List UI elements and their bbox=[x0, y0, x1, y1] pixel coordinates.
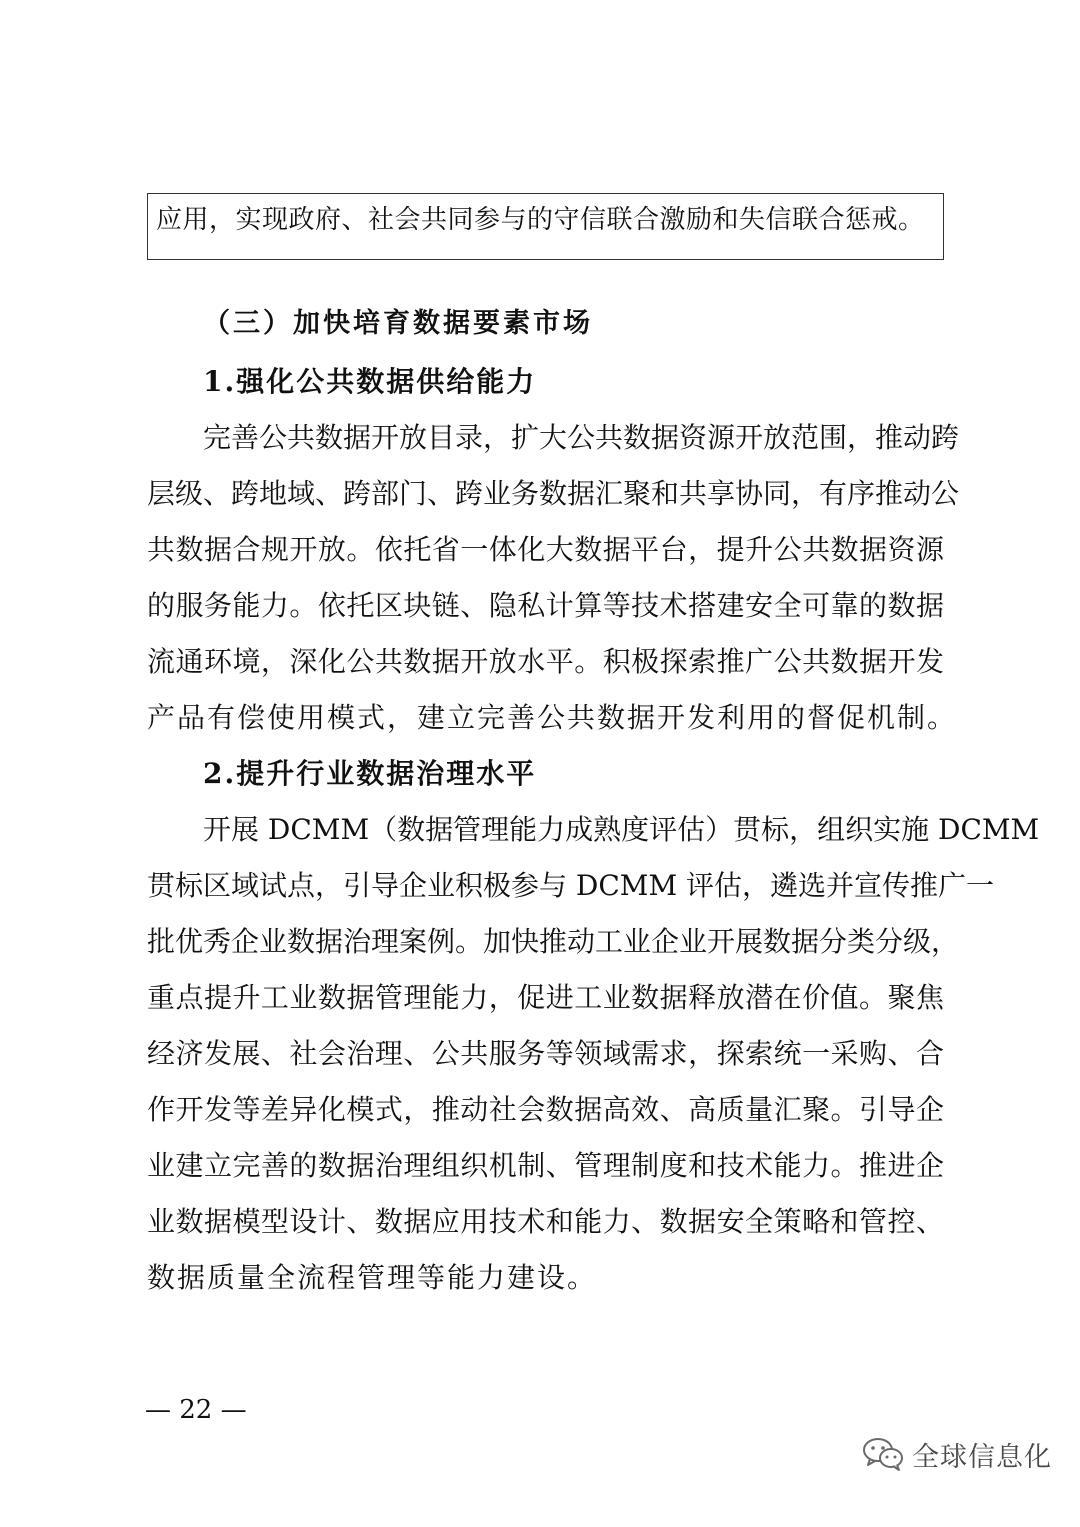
section-heading: （三）加快培育数据要素市场 bbox=[203, 308, 593, 339]
paragraph-line: 开展 DCMM（数据管理能力成熟度评估）贯标，组织实施 DCMM bbox=[203, 813, 1040, 846]
paragraph-line: 业建立完善的数据治理组织机制、管理制度和技术能力。推进企 bbox=[147, 1149, 944, 1182]
watermark-text: 全球信息化 bbox=[912, 1441, 1052, 1473]
paragraph-line: 层级、跨地域、跨部门、跨业务数据汇聚和共享协同，有序推动公 bbox=[147, 477, 960, 510]
paragraph-line: 贯标区域试点，引导企业积极参与 DCMM 评估，遴选并宣传推广一 bbox=[147, 869, 995, 902]
boxed-note bbox=[147, 193, 944, 260]
wechat-icon bbox=[862, 1436, 904, 1472]
paragraph-line: 产品有偿使用模式，建立完善公共数据开发利用的督促机制。 bbox=[147, 701, 958, 734]
subsection-title: 2.提升行业数据治理水平 bbox=[203, 757, 537, 790]
paragraph-line: 作开发等差异化模式，推动社会数据高效、高质量汇聚。引导企 bbox=[147, 1093, 944, 1126]
watermark bbox=[862, 1432, 1052, 1476]
paragraph-line: 业数据模型设计、数据应用技术和能力、数据安全策略和管控、 bbox=[147, 1205, 944, 1238]
paragraph-line: 批优秀企业数据治理案例。加快推动工业企业开展数据分类分级， bbox=[147, 925, 960, 958]
paragraph-line: 重点提升工业数据管理能力，促进工业数据释放潜在价值。聚焦 bbox=[147, 981, 944, 1014]
boxed-note-text: 应用，实现政府、社会共同参与的守信联合激励和失信联合惩戒。 bbox=[156, 205, 925, 235]
paragraph-line: 的服务能力。依托区块链、隐私计算等技术搭建安全可靠的数据 bbox=[147, 589, 944, 622]
paragraph-line: 数据质量全流程管理等能力建设。 bbox=[147, 1261, 598, 1294]
paragraph-line: 共数据合规开放。依托省一体化大数据平台，提升公共数据资源 bbox=[147, 533, 944, 566]
paragraph-line: 完善公共数据开放目录，扩大公共数据资源开放范围，推动跨 bbox=[203, 421, 960, 454]
paragraph-line: 经济发展、社会治理、公共服务等领域需求，探索统一采购、合 bbox=[147, 1037, 944, 1070]
paragraph-line: 流通环境，深化公共数据开放水平。积极探索推广公共数据开发 bbox=[147, 645, 944, 678]
page-number: — 22 — bbox=[145, 1395, 247, 1425]
subsection-title: 1.强化公共数据供给能力 bbox=[203, 365, 537, 398]
